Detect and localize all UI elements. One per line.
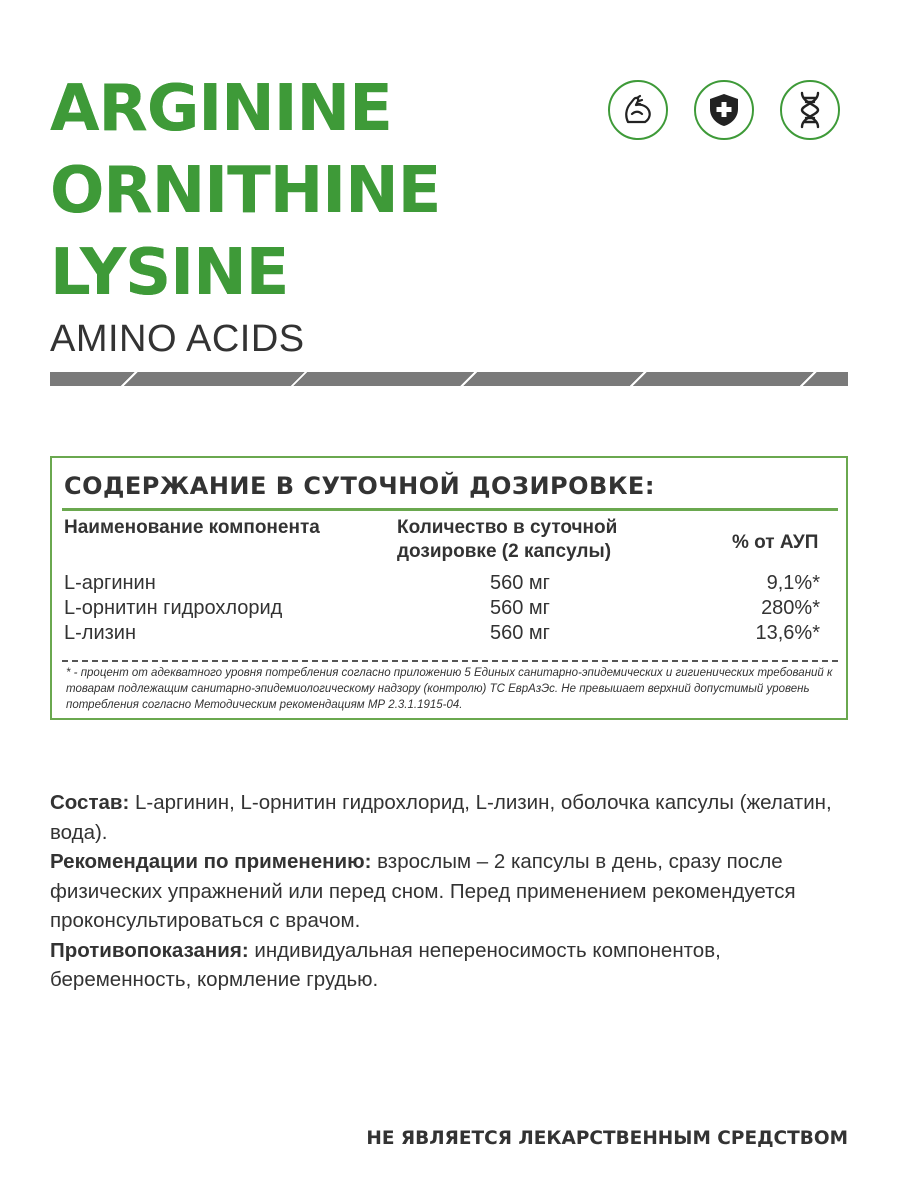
composition-text: L-аргинин, L-орнитин гидрохлорид, L-лизин, оболочка капсулы (желатин, вода). bbox=[50, 791, 832, 844]
title-line-ornithine: ORNITHINE bbox=[50, 154, 441, 228]
daily-dosage-table bbox=[50, 456, 848, 720]
product-info bbox=[50, 788, 850, 995]
usage-label: Рекомендации по применению: bbox=[50, 850, 372, 873]
table-row bbox=[52, 622, 850, 647]
column-header-name: Наименование компонента bbox=[64, 517, 320, 538]
composition-label: Состав: bbox=[50, 791, 130, 814]
heading-divider bbox=[62, 508, 838, 511]
row-name: L-орнитин гидрохлорид bbox=[64, 597, 283, 619]
decorative-stripe bbox=[50, 372, 848, 386]
row-name: L-лизин bbox=[64, 622, 137, 644]
table-row bbox=[52, 572, 850, 597]
title-line-lysine: LYSINE bbox=[50, 236, 289, 310]
dna-icon bbox=[780, 80, 840, 140]
not-a-drug-disclaimer: НЕ ЯВЛЯЕТСЯ ЛЕКАРСТВЕННЫМ СРЕДСТВОМ bbox=[366, 1128, 848, 1149]
product-subtitle: AMINO ACIDS bbox=[50, 318, 305, 360]
row-amount: 560 мг bbox=[490, 622, 550, 644]
title-line-arginine: ARGININE bbox=[50, 72, 392, 146]
column-header-amount: Количество в суточной дозировке (2 капсулы) bbox=[397, 517, 618, 562]
shield-plus-icon bbox=[694, 80, 754, 140]
product-title bbox=[50, 68, 440, 314]
footnote-divider bbox=[62, 660, 838, 662]
table-heading: СОДЕРЖАНИЕ В СУТОЧНОЙ ДОЗИРОВКЕ: bbox=[64, 472, 655, 500]
feature-icons bbox=[608, 80, 840, 140]
row-pct: 280%* bbox=[761, 597, 820, 619]
row-amount: 560 мг bbox=[490, 572, 550, 594]
row-pct: 9,1%* bbox=[766, 572, 820, 594]
row-amount: 560 мг bbox=[490, 597, 550, 619]
row-name: L-аргинин bbox=[64, 572, 156, 594]
column-header-pct: % от АУП bbox=[732, 532, 819, 553]
footnote: * - процент от адекватного уровня потребления согласно приложению 5 Единых санитарно-эпидемических и гигиенических требований к товарам подлежащим санитарно-эпидемиологическому надзору (контролю) ТС ЕврАзЭс. Не превышает верхний допустимый уровень потребления согласно Методическим рекомендациям МР 2.3.1.1915-04. bbox=[66, 667, 833, 711]
table-row bbox=[52, 597, 850, 622]
muscle-arm-icon bbox=[608, 80, 668, 140]
contraindications-text: индивидуальная непереносимость компонентов, беременность, кормление грудью. bbox=[50, 938, 721, 991]
row-pct: 13,6%* bbox=[755, 622, 820, 644]
usage-text: взрослым – 2 капсулы в день, сразу после физических упражнений или перед сном. Перед применением рекомендуется проконсультироваться с врачом. bbox=[50, 850, 796, 932]
contraindications-label: Противопоказания: bbox=[50, 938, 249, 962]
